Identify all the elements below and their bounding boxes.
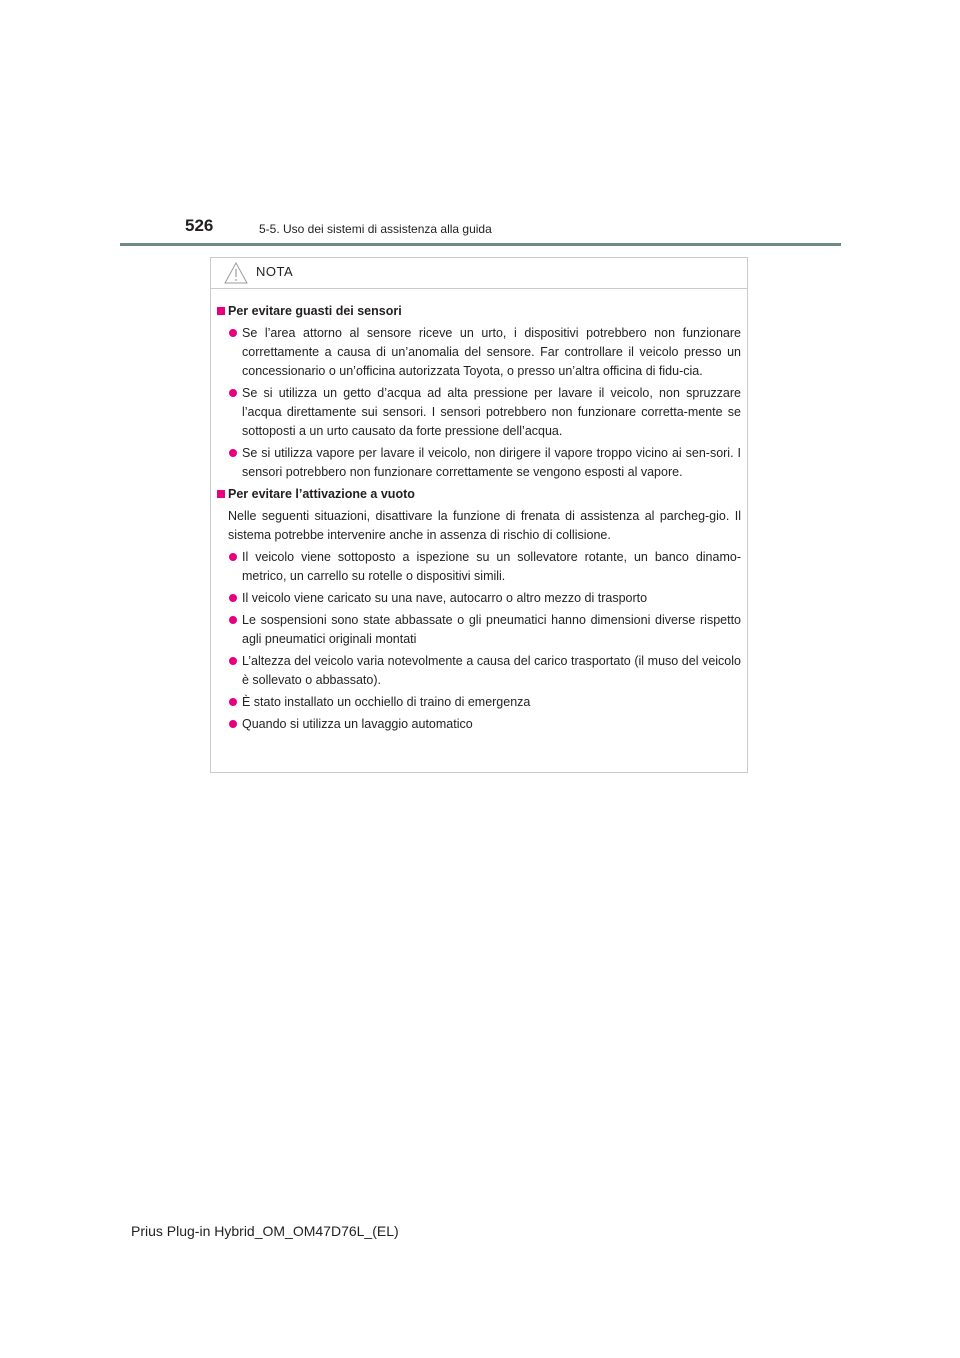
header-divider xyxy=(120,243,841,246)
list-item: Quando si utilizza un lavaggio automatico xyxy=(217,715,741,734)
note-box xyxy=(210,257,748,773)
list-item: È stato installato un occhiello di traino di emergenza xyxy=(217,693,741,712)
list-item: Se si utilizza vapore per lavare il veicolo, non dirigere il vapore troppo vicino ai sen-sori. I sensori potrebbero non funzionare correttamente se vengono esposti al vapore. xyxy=(217,444,741,482)
note-title: NOTA xyxy=(256,264,294,279)
page-number: 526 xyxy=(185,216,214,235)
warning-icon xyxy=(224,262,248,284)
list-item: L’altezza del veicolo varia notevolmente a causa del carico trasportato (il muso del veicolo è sollevato o abbassato). xyxy=(217,652,741,690)
manual-id-footer: Prius Plug-in Hybrid_OM_OM47D76L_(EL) xyxy=(131,1223,399,1239)
section-title: 5-5. Uso dei sistemi di assistenza alla guida xyxy=(259,222,492,236)
section-heading: Per evitare guasti dei sensori xyxy=(217,302,741,321)
list-item: Il veicolo viene sottoposto a ispezione su un sollevatore rotante, un banco dinamo-metrico, un carrello su rotelle o dispositivi simili. xyxy=(217,548,741,586)
note-body xyxy=(211,289,747,734)
list-item: Il veicolo viene caricato su una nave, autocarro o altro mezzo di trasporto xyxy=(217,589,741,608)
list-item: Se l’area attorno al sensore riceve un urto, i dispositivi potrebbero non funzionare correttamente a causa di un’anomalia del sensore. Far controllare il veicolo presso un concessionario o un’officina autorizzata Toyota, o presso un’altra officina di fidu-cia. xyxy=(217,324,741,381)
list-item: Le sospensioni sono state abbassate o gli pneumatici hanno dimensioni diverse rispetto agli pneumatici originali montati xyxy=(217,611,741,649)
section-paragraph: Nelle seguenti situazioni, disattivare la funzione di frenata di assistenza al parcheg-gio. Il sistema potrebbe intervenire anche in assenza di rischio di collisione. xyxy=(228,509,741,542)
list-item: Se si utilizza un getto d’acqua ad alta pressione per lavare il veicolo, non spruzzare l’acqua direttamente sui sensori. I sensori potrebbero non funzionare corretta-mente se sottoposti a un urto causato da forte pressione dell’acqua. xyxy=(217,384,741,441)
note-header xyxy=(211,258,747,289)
section-heading: Per evitare l’attivazione a vuoto xyxy=(217,485,741,504)
